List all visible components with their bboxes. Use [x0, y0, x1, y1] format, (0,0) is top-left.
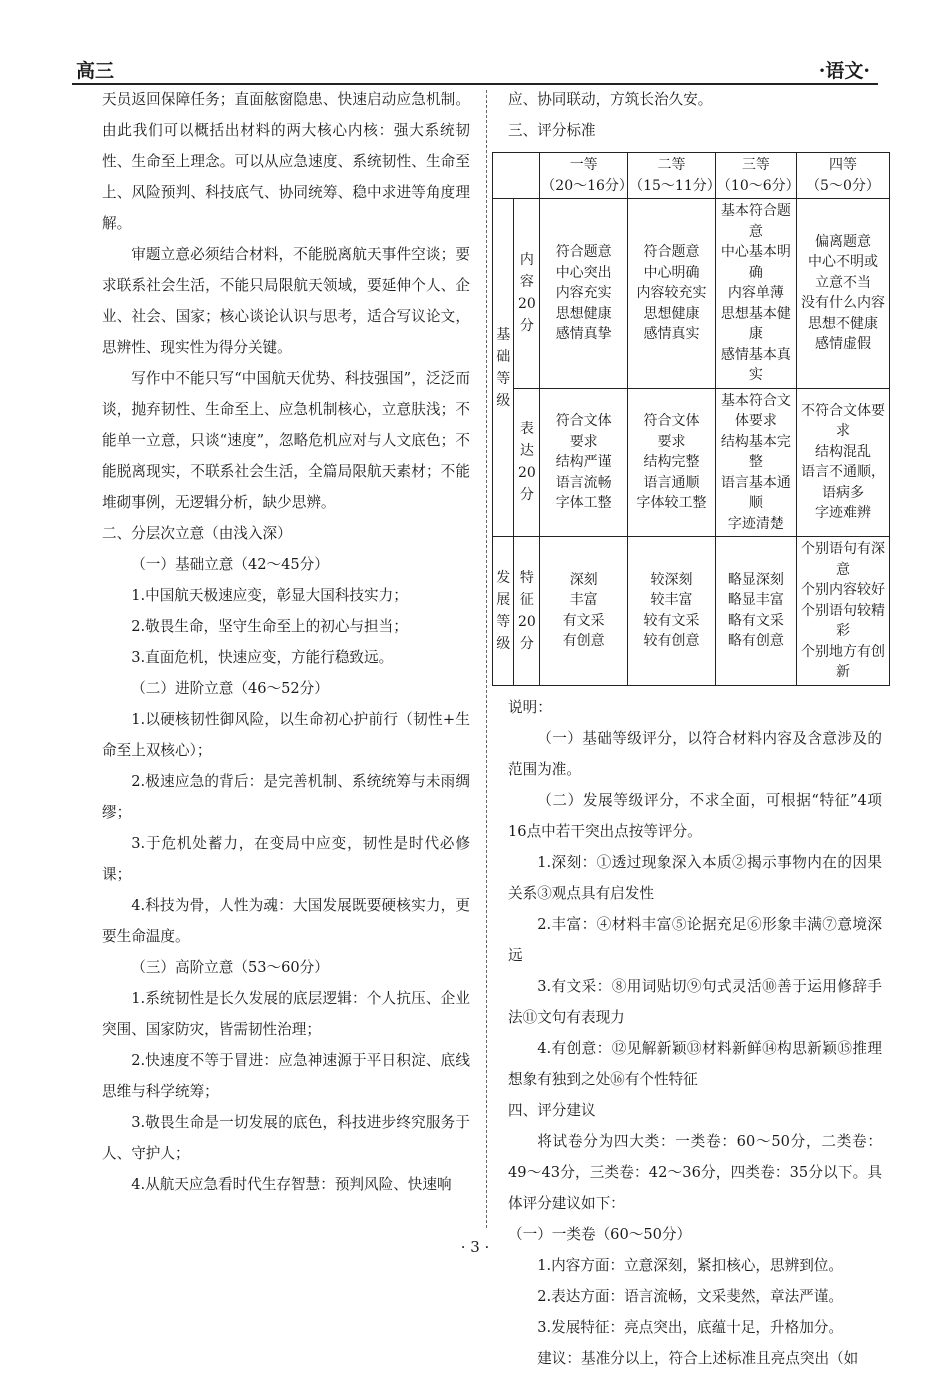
left-paragraph: 审题立意必须结合材料，不能脱离航天事件空谈；要求联系社会生活，不能只局限航天领域，要延伸个人、企业、社会、国家；核心谈论认识与思考，适合写议论文，思辨性、现实性为得分关键。: [102, 246, 470, 356]
left-column: [102, 84, 470, 1200]
development-level-label: 发 展 等 级: [493, 537, 514, 686]
left-paragraph: 1.系统韧性是长久发展的底层逻辑：个人抗压、企业突围、国家防灾，皆需韧性治理；: [102, 990, 470, 1038]
right-paragraph: （一）一类卷（60～50分）: [508, 1225, 692, 1243]
table-cell: 略显深刻 略显丰富 略有文采 略有创意: [715, 537, 796, 686]
column-divider: [486, 90, 487, 1228]
grade-head-2: 二等 （15～11分）: [628, 153, 716, 199]
left-paragraph: 1.中国航天极速应变，彰显大国科技实力；: [131, 587, 408, 604]
page-number: · 3 ·: [460, 1238, 490, 1256]
left-paragraph: 3.敬畏生命是一切发展的底色，科技进步终究服务于人、守护人；: [102, 1114, 470, 1162]
left-paragraph: （二）进阶立意（46～52分）: [131, 680, 329, 697]
right-paragraph: 2.丰富：④材料丰富⑤论据充足⑥形象丰满⑦意境深远: [508, 915, 882, 964]
header-subject: ·语文·: [818, 60, 870, 82]
left-paragraph: 3.于危机处蓄力，在变局中应变，韧性是时代必修课；: [102, 835, 470, 883]
right-paragraph: 说明：: [508, 698, 552, 716]
right-paragraph: 3.有文采：⑧用词贴切⑨句式灵活⑩善于运用修辞手法⑪文句有表现力: [508, 977, 882, 1026]
table-cell: 符合文体 要求 结构完整 语言通顺 字体较工整: [628, 388, 716, 537]
right-paragraph: 1.深刻：①透过现象深入本质②揭示事物内在的因果关系③观点具有启发性: [508, 853, 882, 902]
table-row-content: [493, 199, 890, 389]
left-paragraph: （一）基础立意（42～45分）: [131, 556, 329, 573]
table-cell: 符合题意 中心突出 内容充实 思想健康 感情真挚: [540, 199, 628, 389]
table-cell: 基本符合题意 中心基本明确 内容单薄 思想基本健康 感情基本真实: [715, 199, 796, 389]
table-cell: 符合文体 要求 结构严谨 语言流畅 字体工整: [540, 388, 628, 537]
left-paragraph: 4.从航天应急看时代生存智慧：预判风险、快速响: [131, 1176, 452, 1193]
table-row-expression: [493, 388, 890, 537]
table-cell: 深刻 丰富 有文采 有创意: [540, 537, 628, 686]
right-paragraph: 4.有创意：⑫见解新颖⑬材料新鲜⑭构思新颖⑮推理想象有独到之处⑯有个性特征: [508, 1039, 882, 1088]
right-paragraph: 应、协同联动，方筑长治久安。: [508, 91, 713, 108]
table-cell: 偏离题意 中心不明或 立意不当 没有什么内容 思想不健康 感情虚假: [796, 199, 889, 389]
right-paragraph: （二）发展等级评分，不求全面，可根据“特征”4项16点中若干突出点按等评分。: [508, 791, 882, 840]
table-row-development: [493, 537, 890, 686]
right-paragraph: 四、评分建议: [508, 1101, 596, 1119]
left-paragraph: 写作中不能只写“中国航天优势、科技强国”，泛泛而谈，抛弃韧性、生命至上、应急机制核心，立意肤浅；不能单一立意，只谈“速度”，忽略危机应对与人文底色；不能脱离现实，不联系社会生活，全篇局限航天素材；不能堆砌事例，无逻辑分析，缺少思辨。: [102, 370, 470, 511]
table-cell: 不符合文体要求 结构混乱 语言不通顺， 语病多 字迹难辨: [796, 388, 889, 537]
right-paragraph: 3.发展特征：亮点突出，底蕴十足，升格加分。: [537, 1318, 843, 1336]
left-paragraph: 2.极速应急的背后：是完善机制、系统统筹与未雨绸缪；: [102, 773, 470, 821]
grade-head-1: 一等 （20～16分）: [540, 153, 628, 199]
right-paragraph: 建议：基准分以上，符合上述标准且亮点突出（如: [537, 1349, 859, 1367]
left-paragraph: 3.直面危机，快速应变，方能行稳致远。: [131, 649, 394, 666]
left-paragraph: 天员返回保障任务；直面舷窗隐患、快速启动应急机制。由此我们可以概括出材料的两大核心内核：强大系统韧性、生命至上理念。可以从应急速度、系统韧性、生命至上、风险预判、科技底气、协同统筹、稳中求进等角度理解。: [102, 91, 470, 232]
table-cell: 较深刻 较丰富 较有文采 较有创意: [628, 537, 716, 686]
right-paragraph: （一）基础等级评分，以符合材料内容及含意涉及的范围为准。: [508, 729, 882, 778]
left-paragraph: 2.快速度不等于冒进：应急神速源于平日积淀、底线思维与科学统筹；: [102, 1052, 470, 1100]
right-paragraph: 2.表达方面：语言流畅，文采斐然，章法严谨。: [537, 1287, 843, 1305]
table-cell: 基本符合文 体要求 结构基本完整 语言基本通顺 字迹清楚: [715, 388, 796, 537]
right-paragraph: 三、评分标准: [508, 122, 596, 139]
table-cell: 个别语句有深意 个别内容较好 个别语句较精彩 个别地方有创新: [796, 537, 889, 686]
expression-label: 表 达 20 分: [514, 388, 540, 537]
left-paragraph: （三）高阶立意（53～60分）: [131, 959, 329, 976]
right-paragraph: 将试卷分为四大类：一类卷：60～50分，二类卷：49～43分，三类卷：42～36分，四类卷：35分以下。具体评分建议如下：: [508, 1132, 882, 1212]
left-paragraph: 2.敬畏生命，坚守生命至上的初心与担当；: [131, 618, 408, 635]
scoring-table: [492, 152, 890, 686]
left-paragraph: 4.科技为骨，人性为魂：大国发展既要硬核实力，更要生命温度。: [102, 897, 470, 945]
basic-level-label: 基 础 等 级: [493, 199, 514, 537]
right-paragraph: 1.内容方面：立意深刻，紧扣核心，思辨到位。: [537, 1256, 843, 1274]
header-grade: 高三: [76, 60, 115, 82]
table-cell: 符合题意 中心明确 内容较充实 思想健康 感情真实: [628, 199, 716, 389]
left-paragraph: 1.以硬核韧性御风险，以生命初心护前行（韧性+生命至上双核心）；: [102, 711, 470, 759]
table-header-row: [493, 153, 890, 199]
feature-label: 特 征 20 分: [514, 537, 540, 686]
content-label: 内 容 20 分: [514, 199, 540, 389]
right-column: [496, 84, 885, 1374]
grade-head-4: 四等 （5～0分）: [796, 153, 889, 199]
grade-head-3: 三等 （10～6分）: [715, 153, 796, 199]
table-corner-cell: [493, 153, 540, 199]
left-paragraph: 二、分层次立意（由浅入深）: [102, 525, 292, 542]
